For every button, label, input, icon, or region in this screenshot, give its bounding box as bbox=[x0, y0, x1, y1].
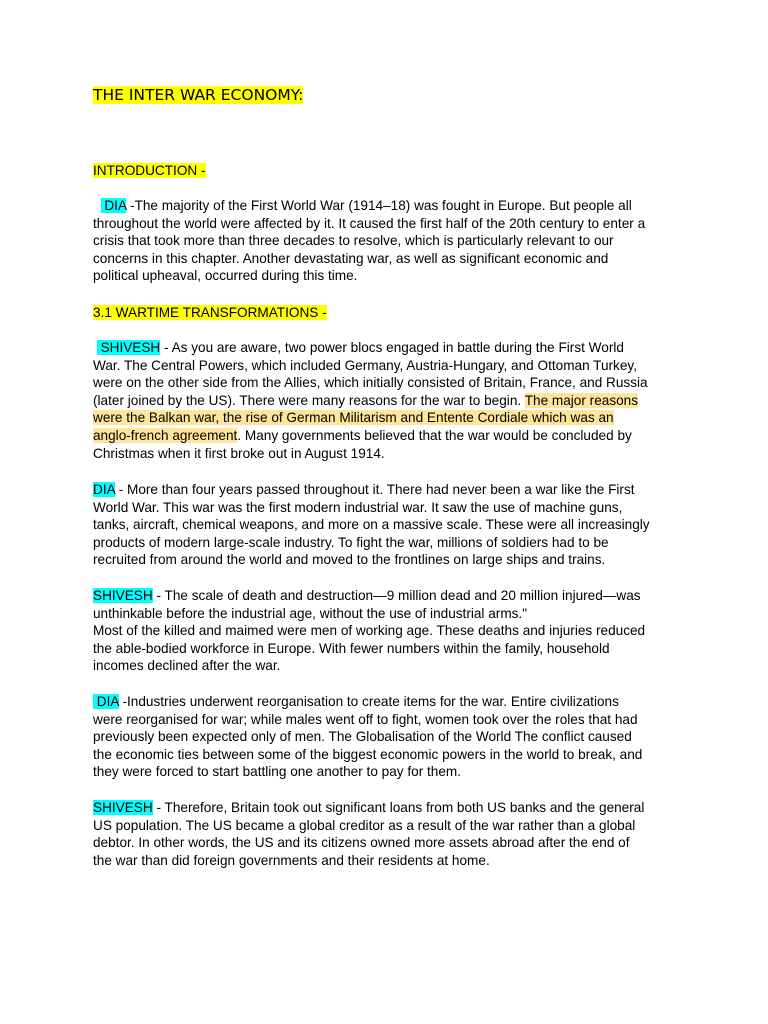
paragraph-line: Most of the killed and maimed were men of working age. These deaths and injuries reduced bbox=[93, 623, 646, 639]
paragraph-line: tanks, aircraft, chemical weapons, and more on a massive scale. These were all increasingly bbox=[93, 517, 650, 533]
paragraph-line: debtor. In other words, the US and its citizens owned more assets abroad after the end of bbox=[93, 835, 630, 851]
paragraph-line: concerns in this chapter. Another devastating war, as well as significant economic and bbox=[93, 250, 609, 266]
paragraph-line: the war than did foreign governments and their residents at home. bbox=[93, 852, 490, 868]
paragraph-line: War. The Central Powers, which included Germany, Austria-Hungary, and Ottoman Turkey, bbox=[93, 357, 637, 373]
section-heading-text: 3.1 WARTIME TRANSFORMATIONS - bbox=[93, 305, 327, 320]
paragraph-line: (later joined by the US). There were many reasons for the war to begin. The major reasons bbox=[93, 392, 639, 408]
paragraph-line: SHIVESH - The scale of death and destruction—9 million dead and 20 million injured—was bbox=[93, 588, 641, 603]
highlighted-quote: anglo-french agreement bbox=[93, 427, 238, 443]
paragraph-line: were on the other side from the Allies, which initially consisted of Britain, France, and Russia bbox=[93, 375, 648, 391]
paragraph-5 bbox=[93, 693, 683, 781]
paragraph-line: World War. This war was the first modern industrial war. It saw the use of machine guns, bbox=[93, 499, 623, 515]
paragraph-line: recruited from around the world and moved to the frontlines on large ships and trains. bbox=[93, 552, 606, 568]
paragraph-line: were reorganised for war; while males went off to fight, women took over the roles that had bbox=[93, 711, 638, 727]
paragraph-line: SHIVESH - Therefore, Britain took out significant loans from both US banks and the general bbox=[93, 800, 645, 815]
paragraph-line: they were forced to start battling one another to pay for them. bbox=[93, 764, 461, 780]
paragraph-line: throughout the world were affected by it. It caused the first half of the 20th century to enter a bbox=[93, 215, 646, 231]
paragraph-line: DIA -Industries underwent reorganisation to create items for the war. Entire civilizations bbox=[93, 693, 683, 711]
paragraph-line: crisis that took more than three decades to resolve, which is particularly relevant to our bbox=[93, 233, 614, 249]
paragraph-line: Christmas when it first broke out in August 1914. bbox=[93, 445, 385, 461]
section-heading bbox=[93, 304, 327, 322]
speaker-tag: DIA bbox=[101, 198, 127, 213]
introduction-heading-text: INTRODUCTION - bbox=[93, 163, 206, 178]
paragraph-6 bbox=[93, 799, 683, 869]
paragraph-line: US population. The US became a global creditor as a result of the war rather than a global bbox=[93, 817, 636, 833]
speaker-tag: SHIVESH bbox=[93, 800, 153, 815]
paragraph-line: the able-bodied workforce in Europe. With fewer numbers within the family, household bbox=[93, 640, 610, 656]
speaker-tag: SHIVESH bbox=[97, 340, 160, 355]
title-text: THE INTER WAR ECONOMY: bbox=[93, 86, 304, 104]
speaker-tag: SHIVESH bbox=[93, 588, 153, 603]
paragraph-line: political upheaval, occurred during this time. bbox=[93, 268, 358, 284]
paragraph-line: SHIVESH - As you are aware, two power blocs engaged in battle during the First World bbox=[93, 339, 683, 357]
paragraph-1 bbox=[93, 197, 683, 285]
paragraph-4 bbox=[93, 587, 683, 675]
paragraph-line: DIA - More than four years passed throughout it. There had never been a war like the First bbox=[93, 482, 635, 497]
document-title bbox=[93, 85, 303, 105]
paragraph-line: products of modern large-scale industry. To fight the war, millions of soldiers had to be bbox=[93, 534, 609, 550]
highlighted-quote: The major reasons bbox=[524, 392, 639, 408]
highlighted-quote: were the Balkan war, the rise of German Militarism and Entente Cordiale which was an bbox=[93, 410, 614, 426]
paragraph-2 bbox=[93, 339, 683, 462]
speaker-tag: DIA bbox=[93, 694, 119, 709]
paragraph-line: DIA -The majority of the First World War (1914–18) was fought in Europe. But people all bbox=[93, 197, 683, 215]
paragraph-line: the economic ties between some of the biggest economic powers in the world to break, and bbox=[93, 746, 643, 762]
paragraph-3 bbox=[93, 481, 683, 569]
introduction-heading bbox=[93, 162, 206, 180]
speaker-tag: DIA bbox=[93, 482, 115, 497]
paragraph-line: unthinkable before the industrial age, without the use of industrial arms." bbox=[93, 605, 528, 621]
paragraph-line bbox=[93, 409, 683, 427]
paragraph-line: previously been expected only of men. The Globalisation of the World The conflict caused bbox=[93, 729, 632, 745]
paragraph-line: anglo-french agreement. Many governments believed that the war would be concluded by bbox=[93, 427, 632, 443]
paragraph-line: incomes declined after the war. bbox=[93, 658, 281, 674]
